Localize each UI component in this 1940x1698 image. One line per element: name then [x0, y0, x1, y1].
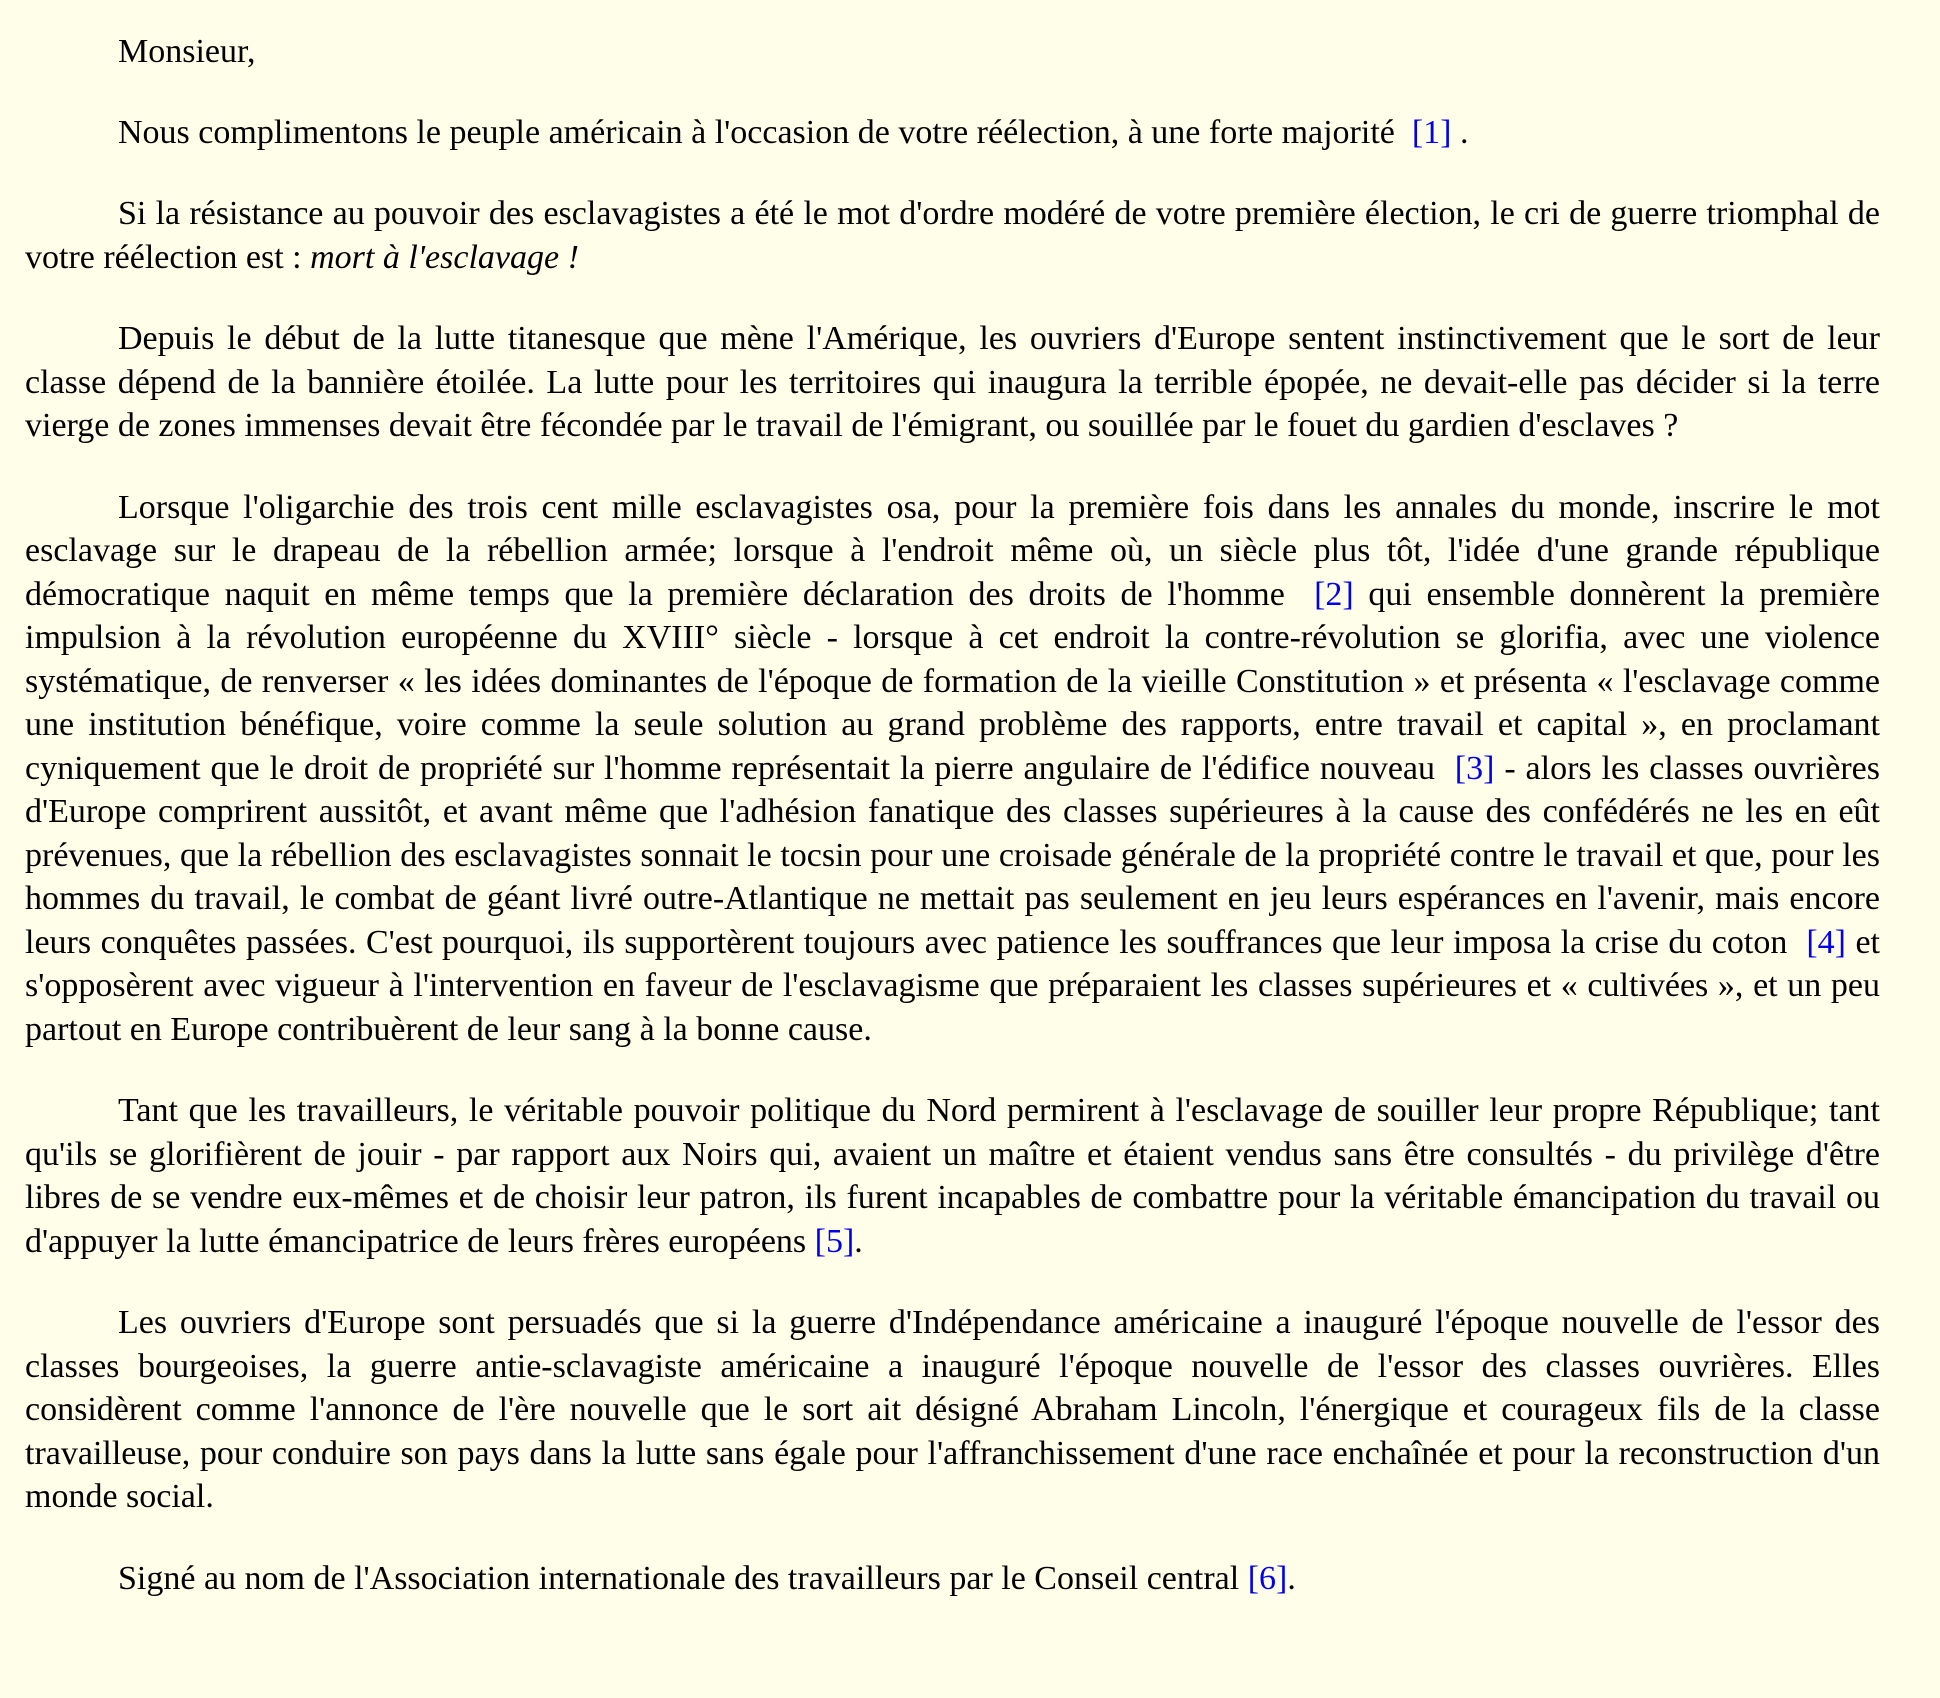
footnote-link-2[interactable]: [2]	[1314, 575, 1354, 613]
paragraph-2-emphasis: mort à l'esclavage !	[310, 238, 579, 276]
footnote-link-5[interactable]: [5]	[814, 1222, 855, 1260]
paragraph-4-part-1: Lorsque l'oligarchie des trois cent mille esclavagistes osa, pour la première fois dans les annales du monde, inscrire le mot esclavage sur le drapeau de la rébellion armée; lorsque à l'endroit même où, un siècle plus tôt, l'idée d'une grande république démocratique naquit en même temps que la première déclaration des droits de l'homme	[25, 488, 1880, 613]
paragraph-4-part-2: qui ensemble donnèrent la première impulsion à la révolution européenne du XVIII° siècle - lorsque à cet endroit la contre-révolution se glorifia, avec une violence systématique, de renverser « les idées dominantes de l'époque de formation de la vieille Constitution » et présenta « l'esclavage comme une institution bénéfique, voire comme la seule solution au grand problème des rapports, entre travail et capital », en proclamant cyniquement que le droit de propriété sur l'homme représentait la pierre angulaire de l'édifice nouveau	[25, 575, 1881, 787]
signature-tail: .	[1287, 1559, 1296, 1597]
paragraph-5	[25, 1089, 1880, 1263]
paragraph-4-part-3: - alors les classes ouvrières d'Europe comprirent aussitôt, et avant même que l'adhésion fanatique des classes supérieures à la cause des confédérés ne les en eût prévenues, que la rébellion des esclavagistes sonnait le tocsin pour une croisade générale de la propriété contre le travail et que, pour les hommes du travail, le combat de géant livré outre-Atlantique ne mettait pas seulement en jeu leurs espérances en l'avenir, mais encore leurs conquêtes passées. C'est pourquoi, ils supportèrent toujours avec patience les souffrances que leur imposa la crise du coton	[25, 749, 1880, 961]
paragraph-2-text: Si la résistance au pouvoir des esclavagistes a été le mot d'ordre modéré de votre première élection, le cri de guerre triomphal de votre réélection est :	[25, 195, 1880, 276]
paragraph-3-text: Depuis le début de la lutte titanesque que mène l'Amérique, les ouvriers d'Europe sentent instinctivement que le sort de leur classe dépend de la bannière étoilée. La lutte pour les territoires qui inaugura la terrible épopée, ne devait-elle pas décider si la terre vierge de zones immenses devait être fécondée par le travail de l'émigrant, ou souillée par le fouet du gardien d'esclaves ?	[25, 320, 1880, 444]
footnote-link-4[interactable]: [4]	[1806, 923, 1846, 961]
footnote-link-3[interactable]: [3]	[1454, 749, 1495, 787]
paragraph-6	[25, 1301, 1880, 1519]
paragraph-6-text: Les ouvriers d'Europe sont persuadés que si la guerre d'Indépendance américaine a inauguré l'époque nouvelle de l'essor des classes bourgeoises, la guerre antie-sclavagiste américaine a inauguré l'époque nouvelle de l'essor des classes ouvrières. Elles considèrent comme l'annonce de l'ère nouvelle que le sort ait désigné Abraham Lincoln, l'énergique et courageux fils de la classe travailleuse, pour conduire son pays dans la lutte sans égale pour l'affranchissement d'une race enchaînée et pour la reconstruction d'un monde social.	[25, 1304, 1880, 1515]
signature-text: Signé au nom de l'Association internationale des travailleurs par le Conseil central	[118, 1559, 1240, 1597]
paragraph-5-tail: .	[854, 1222, 863, 1260]
paragraph-4	[25, 486, 1880, 1052]
footnote-link-6[interactable]: [6]	[1247, 1559, 1288, 1597]
paragraph-1	[25, 111, 1880, 155]
paragraph-3	[25, 317, 1880, 448]
paragraph-2	[25, 192, 1880, 279]
paragraph-1-tail: .	[1460, 113, 1469, 151]
paragraph-5-text: Tant que les travailleurs, le véritable pouvoir politique du Nord permirent à l'esclavage de souiller leur propre République; tant qu'ils se glorifièrent de jouir - par rapport aux Noirs qui, avaient un maître et étaient vendus sans être consultés - du privilège d'être libres de se vendre eux-mêmes et de choisir leur patron, ils furent incapables de combattre pour la véritable émancipation du travail ou d'appuyer la lutte émancipatrice de leurs frères européens	[25, 1092, 1880, 1260]
footnote-link-1[interactable]: [1]	[1411, 113, 1452, 151]
signature-paragraph	[25, 1557, 1880, 1601]
paragraph-1-text: Nous complimentons le peuple américain à l'occasion de votre réélection, à une forte majorité	[118, 113, 1395, 151]
paragraph-4-part-4: et s'opposèrent avec vigueur à l'intervention en faveur de l'esclavagisme que préparaient les classes supérieures et « cultivées », et un peu partout en Europe contribuèrent de leur sang à la bonne cause.	[25, 923, 1880, 1048]
salutation: Monsieur,	[118, 33, 256, 70]
